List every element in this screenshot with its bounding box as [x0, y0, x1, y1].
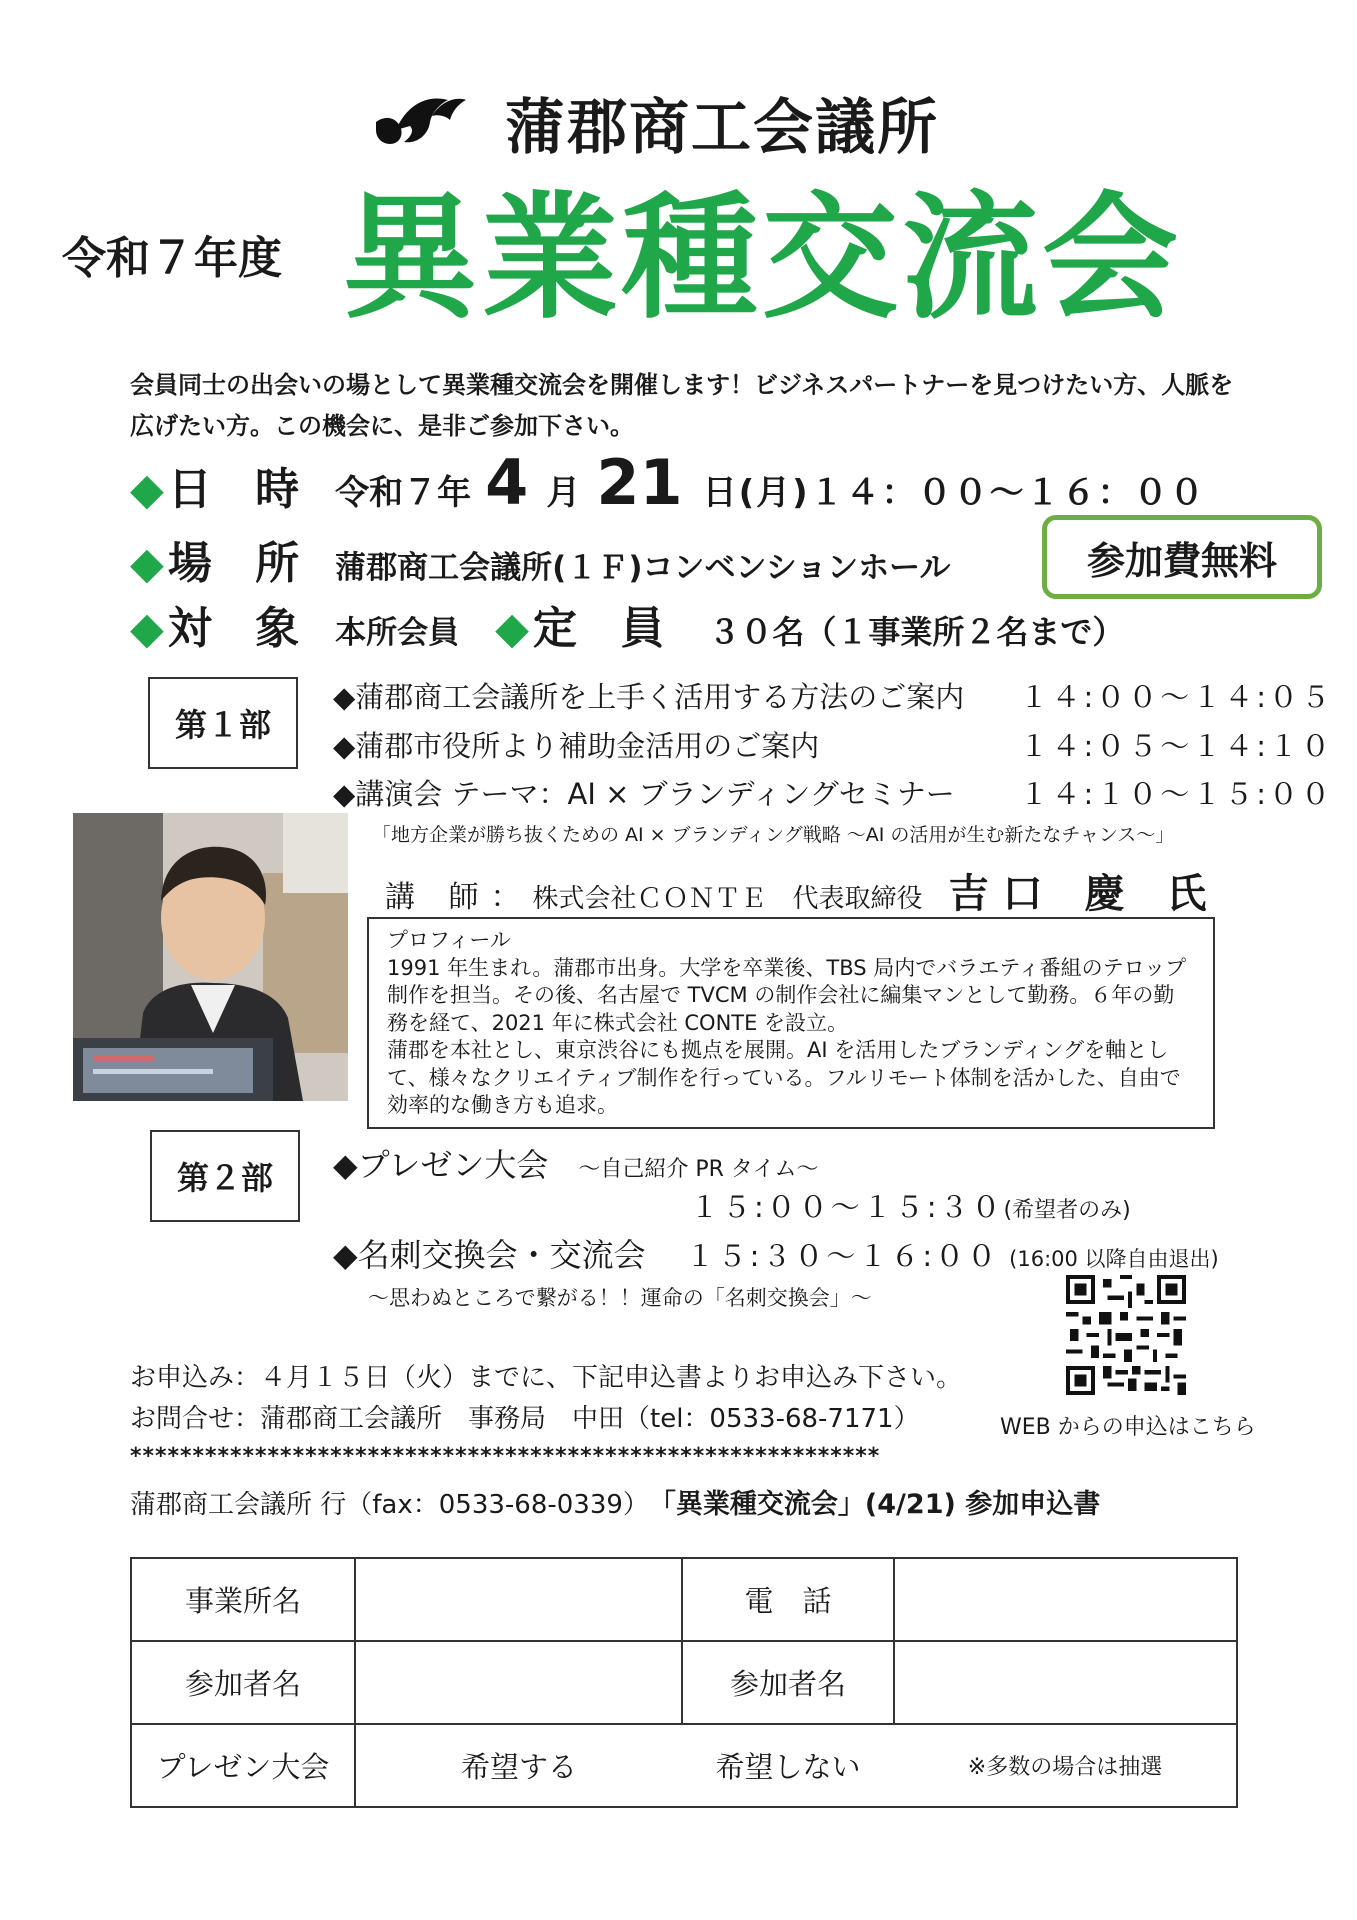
card-exchange-title: ◆名刺交換会・交流会	[333, 1236, 646, 1274]
table-row	[131, 1724, 1237, 1807]
org-name: 蒲郡商工会議所	[505, 93, 939, 163]
lecturer-org: 株式会社ＣＯＮＴＥ 代表取締役	[532, 884, 923, 914]
part1-item-title: ◆蒲郡市役所より補助金活用のご案内	[333, 729, 820, 763]
separator-line: ************************************************************	[130, 1444, 881, 1469]
target-value: 本所会員	[335, 615, 460, 651]
card-exchange-time: １５:３０〜１６:００	[685, 1239, 1000, 1273]
qr-caption: WEB からの申込はこちら	[1000, 1415, 1256, 1440]
presen-time-line	[690, 1185, 1131, 1226]
diamond-icon: ◆	[495, 603, 530, 654]
participant1-label: 参加者名	[131, 1641, 355, 1724]
apply-deadline: お申込み：４月１５日（火）までに、下記申込書よりお申込み下さい。	[130, 1363, 963, 1393]
table-row	[131, 1558, 1237, 1641]
card-exchange-note: (16:00 以降自由退出)	[1009, 1247, 1219, 1271]
qr-code-icon[interactable]	[1066, 1275, 1186, 1395]
venue-label: 場 所	[167, 538, 314, 589]
date-month: 4	[485, 446, 529, 519]
application-form-table	[130, 1557, 1238, 1808]
profile-paragraph: 蒲郡を本社とし、東京渋谷にも拠点を展開。AI を活用したブランディングを軸として、様々なクリエイティブ制作を行っている。フルリモート体制を活かした、自由で効率的な働き方も追求。	[387, 1038, 1181, 1117]
no-wish-option[interactable]: 希望しない	[715, 1750, 861, 1784]
lecturer-line	[385, 862, 1220, 919]
lottery-note: ※多数の場合は抽選	[967, 1755, 1163, 1780]
diamond-icon: ◆	[130, 538, 164, 589]
date-prefix: 令和７年	[335, 473, 472, 513]
presen-time: １５:００〜１５:３０	[690, 1190, 1004, 1224]
part1-item-title: ◆蒲郡商工会議所を上手く活用する方法のご案内	[333, 680, 965, 714]
presen-title: ◆プレゼン大会	[333, 1146, 549, 1184]
part1-item-title: ◆講演会 テーマ：AI × ブランディングセミナー	[333, 777, 955, 811]
profile-paragraph: 1991 年生まれ。蒲郡市出身。大学を卒業後、TBS 局内でバラエティ番組のテロップ制作を担当。その後、名古屋で TVCM の制作会社に編集マンとして勤務。６年の勤務を経て、2021 年に株式会社 CONTE を設立。	[387, 955, 1187, 1035]
date-label-wrap	[130, 453, 313, 517]
table-row	[131, 1641, 1237, 1724]
fiscal-year: 令和７年度	[62, 233, 282, 284]
date-row	[130, 446, 1206, 519]
part1-item-1	[333, 675, 1333, 716]
venue-row	[130, 527, 951, 591]
target-row	[130, 592, 1124, 656]
phone-label: 電 話	[682, 1558, 894, 1641]
presen-label: プレゼン大会	[131, 1724, 355, 1807]
lecture-theme-subtitle: 「地方企業が勝ち抜くための AI × ブランディング戦略 〜AI の活用が生む新たなチャンス〜」	[372, 824, 1175, 846]
participant2-label: 参加者名	[682, 1641, 894, 1724]
presen-line	[333, 1140, 818, 1186]
wish-option[interactable]: 希望する	[460, 1750, 577, 1784]
card-exchange-line	[333, 1230, 1219, 1276]
form-addressee: 蒲郡商工会議所 行（fax：0533-68-0339）	[130, 1490, 649, 1520]
part1-item-time: １４:００〜１４:０５	[1019, 680, 1333, 714]
business-name-label: 事業所名	[131, 1558, 355, 1641]
part1-label: 第１部	[148, 677, 298, 769]
capacity-label: 定 員	[533, 603, 679, 654]
capacity-label-wrap	[495, 592, 678, 656]
venue-value: 蒲郡商工会議所(１Ｆ)コンベンションホール	[335, 550, 951, 586]
form-title-line	[130, 1482, 1100, 1521]
target-label: 対 象	[167, 603, 314, 654]
diamond-icon: ◆	[130, 603, 164, 654]
part1-item-3	[333, 772, 1333, 813]
business-name-field[interactable]	[355, 1558, 682, 1641]
date-suffix: 日(月)１４：００〜１６：００	[702, 473, 1206, 513]
part1-item-time: １４:０５〜１４:１０	[1019, 729, 1333, 763]
form-title: 「異業種交流会」(4/21) 参加申込書	[648, 1489, 1101, 1520]
profile-box	[367, 917, 1215, 1129]
part1-item-2	[333, 724, 1333, 765]
presen-subtitle: 〜自己紹介 PR タイム〜	[578, 1157, 819, 1182]
profile-heading: プロフィール	[387, 928, 511, 952]
lecturer-label: 講 師：	[385, 880, 533, 915]
presen-options	[355, 1724, 1237, 1807]
date-label: 日 時	[167, 464, 314, 515]
presen-note: (希望者のみ)	[1003, 1198, 1131, 1223]
venue-label-wrap	[130, 527, 313, 591]
participant2-field[interactable]	[894, 1641, 1237, 1724]
contact-info: お問合せ：蒲郡商工会議所 事務局 中田（tel：0533-68-7171）	[130, 1404, 920, 1434]
lecturer-name: 吉口 慶 氏	[948, 871, 1221, 917]
date-day: 21	[596, 446, 683, 519]
speaker-photo	[73, 813, 348, 1101]
part1-item-time: １４:１０〜１５:００	[1019, 777, 1333, 811]
capacity-value: ３０名（１事業所２名まで）	[708, 613, 1125, 651]
participant1-field[interactable]	[355, 1641, 682, 1724]
chamber-logo-icon	[370, 86, 470, 148]
date-month-unit: 月	[546, 473, 581, 513]
card-exchange-subtitle: 〜思わぬところで繋がる！！運命の「名刺交換会」〜	[368, 1286, 872, 1310]
phone-field[interactable]	[894, 1558, 1237, 1641]
free-badge: 参加費無料	[1042, 515, 1322, 599]
part2-label: 第２部	[150, 1130, 300, 1222]
event-title: 異業種交流会	[342, 180, 1182, 338]
intro-text: 会員同士の出会いの場として異業種交流会を開催します！ビジネスパートナーを見つけたい方、人脈を広げたい方。この機会に、是非ご参加下さい。	[130, 371, 1234, 440]
diamond-icon: ◆	[130, 464, 164, 515]
target-label-wrap	[130, 592, 313, 656]
